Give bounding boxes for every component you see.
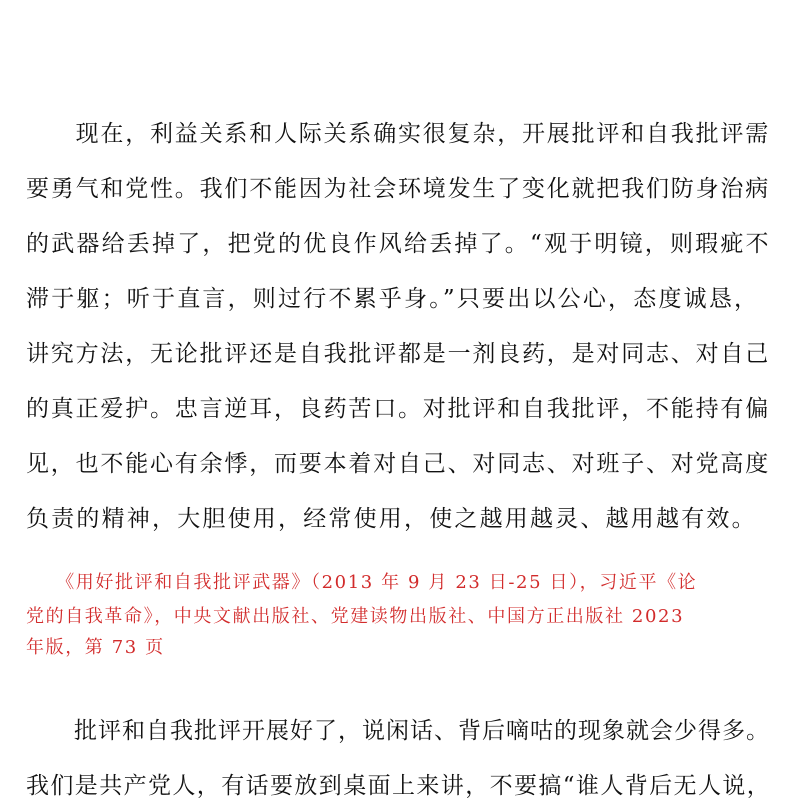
paragraph-line: 负责的精神，大胆使用，经常使用，使之越用越灵、越用越有效。 bbox=[26, 506, 757, 532]
paragraph-line: 滞于躯；听于直言，则过行不累乎身。”只要出以公心，态度诚恳， bbox=[26, 286, 760, 312]
paragraph-line: 批评和自我批评开展好了，说闲话、背后嘀咕的现象就会少得多。 bbox=[26, 718, 770, 744]
paragraph-line: 讲究方法，无论批评还是自我批评都是一剂良药，是对同志、对自己 bbox=[26, 341, 770, 367]
citation-line: 党的自我革命》，中央文献出版社、党建读物出版社、中国方正出版社 2023 bbox=[26, 606, 685, 627]
paragraph-line: 的武器给丢掉了，把党的优良作风给丢掉了。“观于明镜，则瑕疵不 bbox=[26, 231, 771, 257]
paragraph-line: 现在，利益关系和人际关系确实很复杂，开展批评和自我批评需 bbox=[26, 121, 770, 147]
paragraph-line: 我们是共产党人，有话要放到桌面上来讲，不要搞“谁人背后无人说， bbox=[26, 773, 772, 799]
citation-line: 年版，第 73 页 bbox=[26, 637, 165, 658]
paragraph-line: 的真正爱护。忠言逆耳，良药苦口。对批评和自我批评，不能持有偏 bbox=[26, 396, 770, 422]
paragraph-line: 见，也不能心有余悸，而要本着对自己、对同志、对班子、对党高度 bbox=[26, 451, 770, 477]
citation-line: 《用好批评和自我批评武器》（2013 年 9 月 23 日-25 日），习近平《论 bbox=[26, 572, 698, 593]
paragraph-line: 要勇气和党性。我们不能因为社会环境发生了变化就把我们防身治病 bbox=[26, 176, 770, 202]
